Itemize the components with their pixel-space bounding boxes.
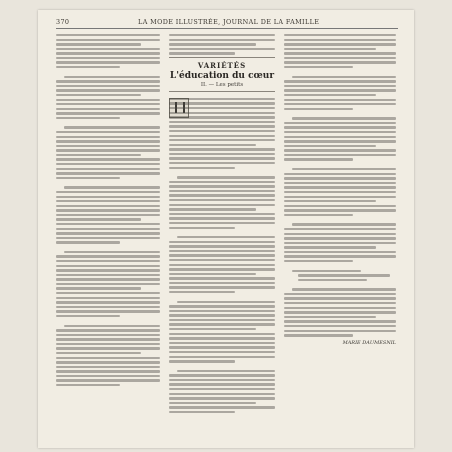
document-page xyxy=(38,10,414,448)
article-title: L'éducation du cœur xyxy=(169,70,275,81)
running-title: LA MODE ILLUSTRÉE, JOURNAL DE LA FAMILLE xyxy=(138,18,320,26)
text-column-middle xyxy=(169,34,275,415)
page-number: 370 xyxy=(56,18,70,26)
article-heading xyxy=(169,57,275,92)
article-signature: MARIE DAUMESNIL xyxy=(342,339,396,346)
text-column-right xyxy=(284,34,396,346)
article-subtitle: II. — Les petits xyxy=(200,81,244,88)
running-header xyxy=(56,16,398,29)
section-label: VARIÉTÉS xyxy=(197,60,247,70)
text-column-left xyxy=(56,34,160,389)
